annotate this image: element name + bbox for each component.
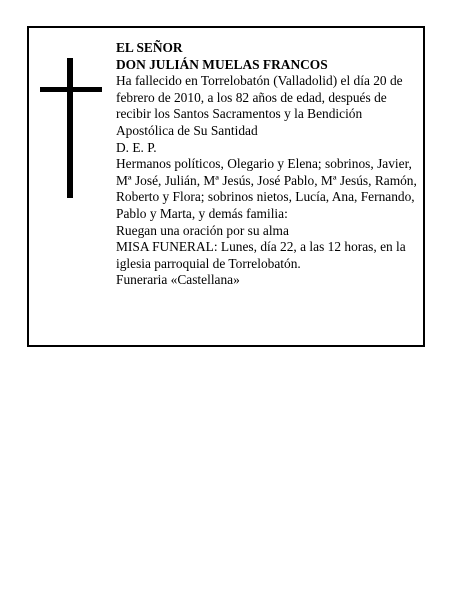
family-list: Hermanos políticos, Olegario y Elena; sobrinos, Javier, Mª José, Julián, Mª Jesús, José Pablo, Mª Jesús, Ramón, Roberto y Flora; sobrinos nietos, Lucía, Ana, Fernando, Pablo y Marta, y demás familia: <box>116 156 417 221</box>
prayer-request: Ruegan una oración por su alma <box>116 222 289 238</box>
cross-horizontal-bar <box>40 87 102 92</box>
notice-text <box>116 40 418 289</box>
title-line-1: EL SEÑOR <box>116 40 183 55</box>
funeral-mass: MISA FUNERAL: Lunes, día 22, a las 12 horas, en la iglesia parroquial de Torrelobatón. <box>116 239 406 271</box>
deceased-name: DON JULIÁN MUELAS FRANCOS <box>116 56 328 72</box>
dep-line: D. E. P. <box>116 139 157 155</box>
cross-vertical-bar <box>67 58 73 198</box>
latin-cross-icon <box>40 58 102 198</box>
funeral-home: Funeraria «Castellana» <box>116 272 240 288</box>
obituary-notice <box>27 26 425 347</box>
death-statement: Ha fallecido en Torrelobatón (Valladolid) el día 20 de febrero de 2010, a los 82 años de edad, después de recibir los Santos Sacramentos y la Bendición Apostólica de Su Santidad <box>116 73 403 138</box>
